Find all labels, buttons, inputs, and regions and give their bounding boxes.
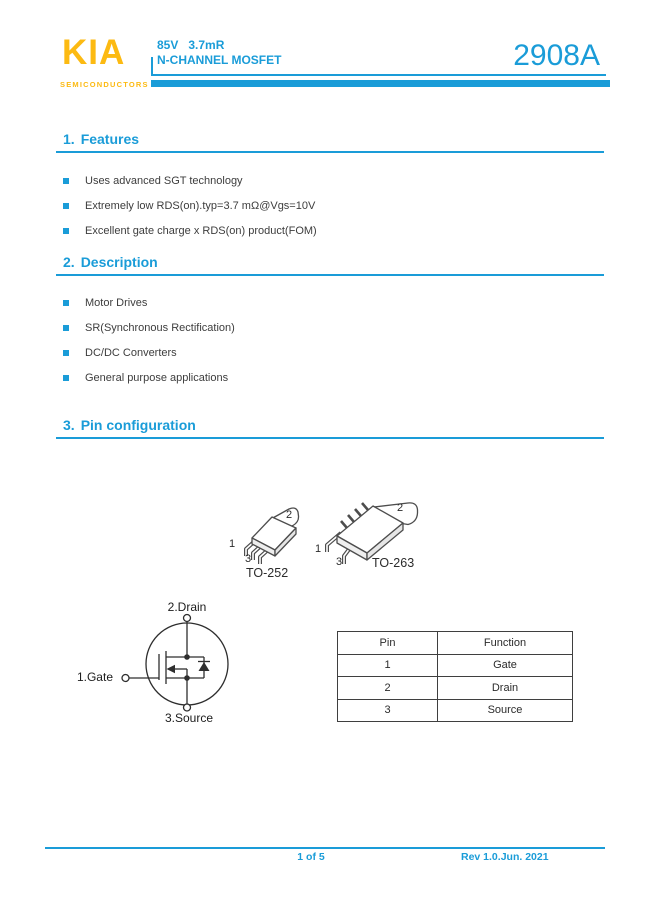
feature-item	[63, 199, 315, 213]
feature-label: Excellent gate charge x RDS(on) product(FOM)	[85, 225, 317, 237]
table-cell-pin: 2	[338, 677, 438, 700]
table-header-pin: Pin	[338, 632, 438, 655]
table-row	[338, 677, 573, 700]
header-rule-thick	[151, 80, 610, 87]
to252-pin2-label: 2	[286, 509, 293, 521]
to263-pin1-label: 1	[315, 543, 322, 555]
description-label: General purpose applications	[85, 372, 229, 384]
section-title: Features	[80, 131, 140, 147]
feature-label: Uses advanced SGT technology	[85, 175, 243, 187]
section-number: 1.	[63, 131, 75, 147]
pin-function-table	[337, 631, 573, 722]
to252-pin1-label: 1	[229, 538, 236, 550]
description-item	[63, 346, 177, 360]
part-spec: 85V 3.7mR	[157, 38, 225, 52]
to263-pin2-label: 2	[397, 502, 404, 514]
table-header-row	[338, 632, 573, 655]
section-rule-pin-configuration	[56, 437, 604, 439]
description-label: DC/DC Converters	[85, 347, 177, 359]
bullet-icon	[63, 375, 69, 381]
table-row	[338, 654, 573, 677]
to263-package-label: TO-263	[372, 556, 415, 570]
section-rule-features	[56, 151, 604, 153]
description-item	[63, 371, 228, 385]
bullet-icon	[63, 350, 69, 356]
table-cell-function: Drain	[438, 677, 573, 700]
footer-rule	[45, 847, 605, 849]
section-heading-pin-configuration	[63, 417, 196, 433]
bullet-icon	[63, 203, 69, 209]
to252-package-label: TO-252	[246, 566, 289, 580]
section-number: 3.	[63, 417, 75, 433]
description-item	[63, 296, 147, 310]
table-header-function: Function	[438, 632, 573, 655]
description-label: Motor Drives	[85, 297, 148, 309]
feature-item	[63, 174, 243, 188]
logo-subtitle: SEMICONDUCTORS	[60, 80, 149, 89]
bullet-icon	[63, 178, 69, 184]
table-cell-function: Gate	[438, 654, 573, 677]
source-label: 3.Source	[164, 711, 214, 725]
drain-label: 2.Drain	[167, 600, 207, 614]
table-cell-function: Source	[438, 699, 573, 722]
section-rule-description	[56, 274, 604, 276]
table-cell-pin: 3	[338, 699, 438, 722]
header-rule-thin	[151, 74, 606, 76]
page-number: 1 of 5	[297, 851, 325, 863]
section-heading-features	[63, 131, 139, 147]
section-title: Pin configuration	[80, 417, 196, 433]
section-number: 2.	[63, 254, 75, 270]
feature-item	[63, 224, 317, 238]
bullet-icon	[63, 228, 69, 234]
section-heading-description	[63, 254, 158, 270]
kia-logo: KIA	[62, 33, 126, 72]
part-number: 2908A	[513, 39, 600, 72]
feature-label: Extremely low RDS(on).typ=3.7 mΩ@Vgs=10V	[85, 200, 316, 212]
bullet-icon	[63, 300, 69, 306]
revision-label: Rev 1.0.Jun. 2021	[461, 851, 549, 863]
part-type: N-CHANNEL MOSFET	[157, 53, 282, 67]
table-row	[338, 699, 573, 722]
to263-pin3-label: 3	[336, 556, 343, 568]
section-title: Description	[80, 254, 158, 270]
description-item	[63, 321, 235, 335]
bullet-icon	[63, 325, 69, 331]
description-label: SR(Synchronous Rectification)	[85, 322, 235, 334]
to252-pin3-label: 3	[245, 553, 252, 565]
gate-label: 1.Gate	[76, 670, 113, 684]
mosfet-symbol-icon	[80, 598, 260, 728]
header-divider-line	[151, 57, 153, 75]
table-cell-pin: 1	[338, 654, 438, 677]
